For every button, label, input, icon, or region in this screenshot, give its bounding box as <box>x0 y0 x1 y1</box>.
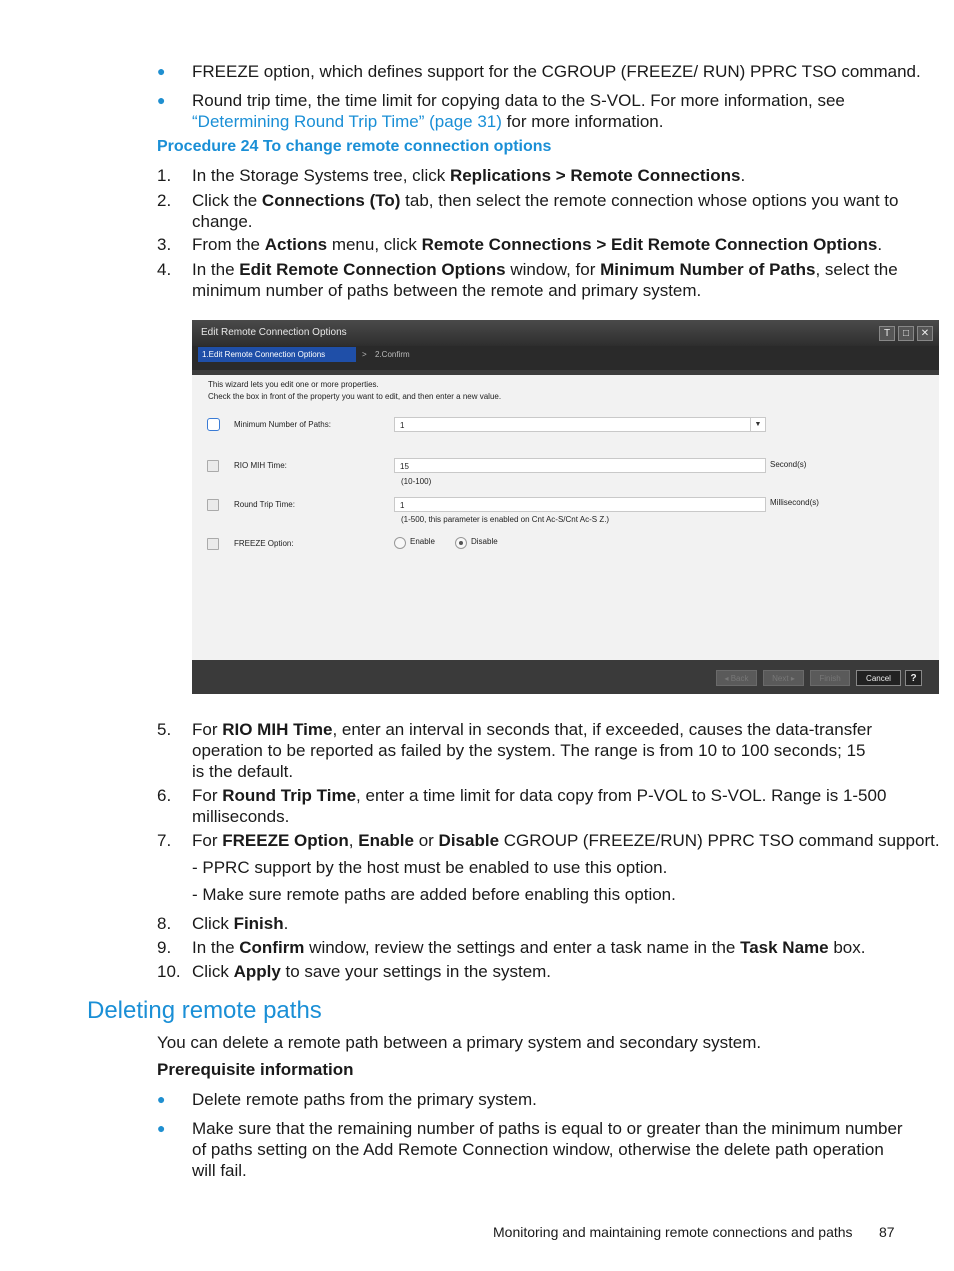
bullet-text-line2 <box>192 111 902 132</box>
bullet-text <box>192 90 902 111</box>
prereq-bullet-2: Make sure that the remaining number of paths is equal to or greater than the minimum number <box>192 1119 903 1138</box>
step-2-line2: change. <box>192 212 253 231</box>
min-paths-label: Minimum Number of Paths: <box>234 420 331 429</box>
back-button[interactable]: ◂ Back <box>716 670 757 686</box>
step-number: 1. <box>157 166 172 185</box>
step-6-line2: milliseconds. <box>192 807 290 826</box>
edit-remote-connection-dialog <box>192 320 939 694</box>
round-trip-range: (1-500, this parameter is enabled on Cnt Ac-S/Cnt Ac-S Z.) <box>401 515 610 524</box>
step-number: 5. <box>157 720 172 739</box>
prereq-bullet-2-line2: of paths setting on the Add Remote Connection window, otherwise the delete path operation <box>192 1140 884 1159</box>
min-paths-dropdown[interactable] <box>394 417 766 432</box>
min-paths-value: 1 <box>400 421 405 430</box>
step-number: 6. <box>157 786 172 805</box>
bullet-icon: ● <box>157 1120 166 1136</box>
freeze-enable-label: Enable <box>410 537 435 546</box>
prereq-bullet-1: Delete remote paths from the primary system. <box>192 1090 537 1109</box>
round-trip-checkbox[interactable] <box>207 499 219 511</box>
freeze-enable-radio[interactable] <box>394 537 406 549</box>
step-number: 10. <box>157 962 181 981</box>
step-number: 2. <box>157 191 172 210</box>
step-number: 3. <box>157 235 172 254</box>
freeze-disable-radio[interactable] <box>455 537 467 549</box>
step-number: 8. <box>157 914 172 933</box>
window-controls <box>879 326 933 341</box>
bullet-text: FREEZE option, which defines support for the CGROUP (FREEZE/ RUN) PPRC TSO command. <box>192 62 921 81</box>
step-7-note-2: - Make sure remote paths are added before enabling this option. <box>192 885 676 904</box>
cancel-button[interactable]: Cancel <box>856 670 901 686</box>
next-button[interactable]: Next ▸ <box>763 670 804 686</box>
freeze-disable-label: Disable <box>471 537 498 546</box>
bullet-icon: ● <box>157 1091 166 1107</box>
rio-mih-range: (10-100) <box>401 477 432 486</box>
bullet-text-part: Round trip time, the time limit for copying data to the S-VOL. For more information, see <box>192 91 845 110</box>
prereq-title: Prerequisite information <box>157 1060 354 1079</box>
round-trip-link[interactable]: “Determining Round Trip Time” (page 31) <box>192 112 502 131</box>
dialog-body <box>192 375 939 660</box>
intro-line-1: This wizard lets you edit one or more properties. <box>208 380 379 389</box>
step-3: From the Actions menu, click Remote Connections > Edit Remote Connection Options. <box>192 235 883 254</box>
dialog-title-bar <box>192 320 939 346</box>
round-trip-input[interactable]: 1 <box>394 497 766 512</box>
step-number: 7. <box>157 831 172 850</box>
rio-mih-input[interactable]: 15 <box>394 458 766 473</box>
step-1: In the Storage Systems tree, click Replications > Remote Connections. <box>192 166 746 185</box>
step-4-line2: minimum number of paths between the remote and primary system. <box>192 281 702 300</box>
bullet-icon: ● <box>157 92 166 108</box>
close-icon[interactable]: ✕ <box>917 326 933 341</box>
round-trip-label: Round Trip Time: <box>234 500 295 509</box>
chevron-down-icon: ▼ <box>750 418 765 431</box>
step-number: 4. <box>157 260 172 279</box>
freeze-checkbox[interactable] <box>207 538 219 550</box>
rio-mih-checkbox[interactable] <box>207 460 219 472</box>
wizard-step-confirm: 2.Confirm <box>375 350 410 359</box>
maximize-icon[interactable]: □ <box>898 326 914 341</box>
step-number: 9. <box>157 938 172 957</box>
bullet-text-part: for more information. <box>501 112 664 131</box>
wizard-step-active[interactable]: 1.Edit Remote Connection Options <box>198 347 356 362</box>
bullet-icon: ● <box>157 63 166 79</box>
pin-icon[interactable]: T <box>879 326 895 341</box>
step-4: In the Edit Remote Connection Options window, for Minimum Number of Paths, select the <box>192 260 898 279</box>
step-6: For Round Trip Time, enter a time limit for data copy from P-VOL to S-VOL. Range is 1-500 <box>192 786 887 805</box>
freeze-label: FREEZE Option: <box>234 539 294 548</box>
step-9: In the Confirm window, review the settings and enter a task name in the Task Name box. <box>192 938 866 957</box>
page-number: 87 <box>879 1224 895 1240</box>
dialog-title: Edit Remote Connection Options <box>201 327 347 338</box>
footer-text: Monitoring and maintaining remote connections and paths <box>493 1224 853 1240</box>
step-10: Click Apply to save your settings in the system. <box>192 962 552 981</box>
wizard-step-separator: > <box>362 350 367 359</box>
round-trip-unit: Millisecond(s) <box>770 498 819 507</box>
step-8: Click Finish. <box>192 914 289 933</box>
finish-button[interactable]: Finish <box>810 670 850 686</box>
step-5-line2: operation to be reported as failed by the system. The range is from 10 to 100 seconds; 15 <box>192 741 866 760</box>
prereq-bullet-2-line3: will fail. <box>192 1161 247 1180</box>
section-heading: Deleting remote paths <box>87 997 322 1024</box>
section-intro: You can delete a remote path between a primary system and secondary system. <box>157 1033 762 1052</box>
step-2: Click the Connections (To) tab, then select the remote connection whose options you want to <box>192 191 899 210</box>
min-paths-checkbox[interactable] <box>207 418 220 431</box>
step-5-line3: is the default. <box>192 762 294 781</box>
help-icon[interactable]: ? <box>905 670 922 686</box>
procedure-title: Procedure 24 To change remote connection options <box>157 138 552 155</box>
rio-mih-label: RIO MIH Time: <box>234 461 287 470</box>
step-5: For RIO MIH Time, enter an interval in seconds that, if exceeded, causes the data-transfer <box>192 720 873 739</box>
rio-mih-unit: Second(s) <box>770 460 807 469</box>
step-7: For FREEZE Option, Enable or Disable CGROUP (FREEZE/RUN) PPRC TSO command support. <box>192 831 940 850</box>
step-7-note-1: - PPRC support by the host must be enabled to use this option. <box>192 858 668 877</box>
intro-line-2: Check the box in front of the property you want to edit, and then enter a new value. <box>208 392 502 401</box>
